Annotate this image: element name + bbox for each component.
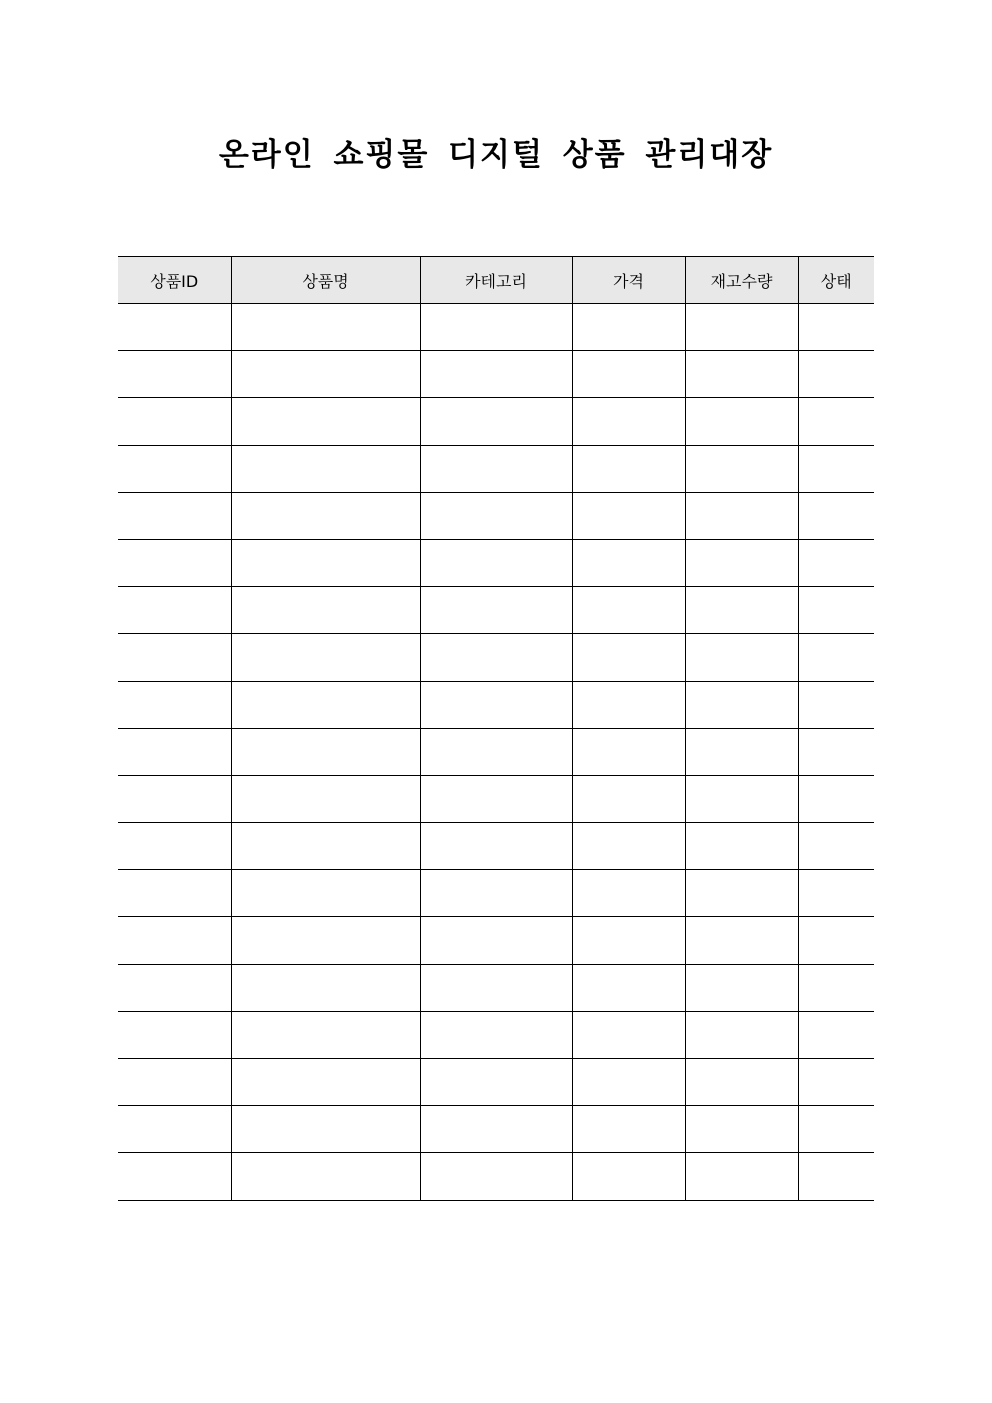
cell-category[interactable]	[420, 634, 572, 681]
cell-category[interactable]	[420, 539, 572, 586]
cell-category[interactable]	[420, 445, 572, 492]
table-row	[118, 445, 874, 492]
cell-product-id[interactable]	[118, 398, 231, 445]
cell-product-name[interactable]	[231, 587, 420, 634]
cell-product-id[interactable]	[118, 681, 231, 728]
table-row	[118, 587, 874, 634]
cell-product-id[interactable]	[118, 917, 231, 964]
cell-product-id[interactable]	[118, 1011, 231, 1058]
cell-status[interactable]	[798, 964, 874, 1011]
cell-category[interactable]	[420, 1011, 572, 1058]
cell-category[interactable]	[420, 681, 572, 728]
column-header-category: 카테고리	[420, 257, 572, 304]
cell-stock-quantity[interactable]	[685, 1059, 798, 1106]
cell-price[interactable]	[572, 492, 685, 539]
cell-stock-quantity[interactable]	[685, 492, 798, 539]
cell-product-name[interactable]	[231, 775, 420, 822]
cell-price[interactable]	[572, 539, 685, 586]
cell-status[interactable]	[798, 351, 874, 398]
table-row	[118, 398, 874, 445]
cell-product-id[interactable]	[118, 728, 231, 775]
cell-status[interactable]	[798, 681, 874, 728]
cell-stock-quantity[interactable]	[685, 445, 798, 492]
cell-product-name[interactable]	[231, 634, 420, 681]
cell-product-id[interactable]	[118, 351, 231, 398]
cell-stock-quantity[interactable]	[685, 870, 798, 917]
table-row	[118, 964, 874, 1011]
cell-price[interactable]	[572, 681, 685, 728]
cell-status[interactable]	[798, 304, 874, 351]
cell-price[interactable]	[572, 964, 685, 1011]
cell-status[interactable]	[798, 445, 874, 492]
cell-product-id[interactable]	[118, 445, 231, 492]
cell-product-name[interactable]	[231, 445, 420, 492]
cell-stock-quantity[interactable]	[685, 917, 798, 964]
cell-status[interactable]	[798, 775, 874, 822]
cell-product-id[interactable]	[118, 964, 231, 1011]
cell-category[interactable]	[420, 1059, 572, 1106]
cell-product-name[interactable]	[231, 492, 420, 539]
column-header-product-name: 상품명	[231, 257, 420, 304]
table-row	[118, 917, 874, 964]
cell-status[interactable]	[798, 634, 874, 681]
cell-category[interactable]	[420, 823, 572, 870]
cell-category[interactable]	[420, 587, 572, 634]
cell-price[interactable]	[572, 1059, 685, 1106]
cell-product-name[interactable]	[231, 917, 420, 964]
cell-product-name[interactable]	[231, 1153, 420, 1200]
table-row	[118, 539, 874, 586]
cell-stock-quantity[interactable]	[685, 1011, 798, 1058]
table-row	[118, 728, 874, 775]
cell-product-id[interactable]	[118, 539, 231, 586]
page-title: 온라인 쇼핑몰 디지털 상품 관리대장	[218, 137, 774, 173]
table-row	[118, 1106, 874, 1153]
cell-product-id[interactable]	[118, 1153, 231, 1200]
cell-status[interactable]	[798, 870, 874, 917]
cell-status[interactable]	[798, 587, 874, 634]
cell-status[interactable]	[798, 539, 874, 586]
cell-status[interactable]	[798, 492, 874, 539]
cell-stock-quantity[interactable]	[685, 823, 798, 870]
cell-price[interactable]	[572, 445, 685, 492]
product-ledger-table	[118, 256, 874, 1201]
cell-status[interactable]	[798, 398, 874, 445]
cell-product-id[interactable]	[118, 870, 231, 917]
cell-product-name[interactable]	[231, 1106, 420, 1153]
cell-stock-quantity[interactable]	[685, 587, 798, 634]
cell-category[interactable]	[420, 492, 572, 539]
cell-category[interactable]	[420, 1153, 572, 1200]
cell-product-name[interactable]	[231, 870, 420, 917]
cell-price[interactable]	[572, 1106, 685, 1153]
cell-stock-quantity[interactable]	[685, 398, 798, 445]
cell-product-name[interactable]	[231, 728, 420, 775]
header-row	[118, 257, 874, 304]
cell-price[interactable]	[572, 587, 685, 634]
cell-category[interactable]	[420, 964, 572, 1011]
cell-product-name[interactable]	[231, 1011, 420, 1058]
column-header-price: 가격	[572, 257, 685, 304]
cell-product-name[interactable]	[231, 681, 420, 728]
cell-product-name[interactable]	[231, 823, 420, 870]
table-row	[118, 304, 874, 351]
cell-status[interactable]	[798, 1153, 874, 1200]
cell-price[interactable]	[572, 1153, 685, 1200]
cell-status[interactable]	[798, 1106, 874, 1153]
cell-status[interactable]	[798, 917, 874, 964]
cell-category[interactable]	[420, 870, 572, 917]
cell-price[interactable]	[572, 351, 685, 398]
cell-status[interactable]	[798, 1011, 874, 1058]
table-row	[118, 681, 874, 728]
cell-product-id[interactable]	[118, 775, 231, 822]
column-header-status: 상태	[798, 257, 874, 304]
cell-category[interactable]	[420, 351, 572, 398]
cell-status[interactable]	[798, 728, 874, 775]
table-row	[118, 1153, 874, 1200]
cell-product-name[interactable]	[231, 1059, 420, 1106]
cell-stock-quantity[interactable]	[685, 539, 798, 586]
cell-product-id[interactable]	[118, 823, 231, 870]
cell-stock-quantity[interactable]	[685, 304, 798, 351]
cell-category[interactable]	[420, 1106, 572, 1153]
cell-status[interactable]	[798, 823, 874, 870]
cell-product-name[interactable]	[231, 964, 420, 1011]
cell-stock-quantity[interactable]	[685, 681, 798, 728]
cell-product-id[interactable]	[118, 634, 231, 681]
cell-category[interactable]	[420, 917, 572, 964]
cell-product-name[interactable]	[231, 539, 420, 586]
cell-price[interactable]	[572, 823, 685, 870]
cell-stock-quantity[interactable]	[685, 634, 798, 681]
cell-product-name[interactable]	[231, 351, 420, 398]
column-header-stock-quantity: 재고수량	[685, 257, 798, 304]
cell-category[interactable]	[420, 304, 572, 351]
cell-price[interactable]	[572, 870, 685, 917]
cell-stock-quantity[interactable]	[685, 728, 798, 775]
cell-product-id[interactable]	[118, 304, 231, 351]
cell-product-id[interactable]	[118, 1106, 231, 1153]
cell-stock-quantity[interactable]	[685, 775, 798, 822]
table-row	[118, 351, 874, 398]
cell-category[interactable]	[420, 728, 572, 775]
table-row	[118, 492, 874, 539]
table-row	[118, 634, 874, 681]
cell-product-id[interactable]	[118, 587, 231, 634]
cell-price[interactable]	[572, 775, 685, 822]
cell-price[interactable]	[572, 917, 685, 964]
cell-category[interactable]	[420, 398, 572, 445]
table-row	[118, 870, 874, 917]
cell-price[interactable]	[572, 304, 685, 351]
cell-price[interactable]	[572, 398, 685, 445]
cell-status[interactable]	[798, 1059, 874, 1106]
cell-product-id[interactable]	[118, 1059, 231, 1106]
cell-stock-quantity[interactable]	[685, 1106, 798, 1153]
table-row	[118, 1059, 874, 1106]
cell-price[interactable]	[572, 1011, 685, 1058]
table-row	[118, 775, 874, 822]
cell-stock-quantity[interactable]	[685, 1153, 798, 1200]
cell-stock-quantity[interactable]	[685, 351, 798, 398]
cell-category[interactable]	[420, 775, 572, 822]
table-body	[118, 304, 874, 1201]
cell-price[interactable]	[572, 634, 685, 681]
column-header-product-id: 상품ID	[118, 257, 231, 304]
cell-product-name[interactable]	[231, 398, 420, 445]
cell-product-name[interactable]	[231, 304, 420, 351]
cell-price[interactable]	[572, 728, 685, 775]
table-row	[118, 1011, 874, 1058]
cell-product-id[interactable]	[118, 492, 231, 539]
table-row	[118, 823, 874, 870]
cell-stock-quantity[interactable]	[685, 964, 798, 1011]
